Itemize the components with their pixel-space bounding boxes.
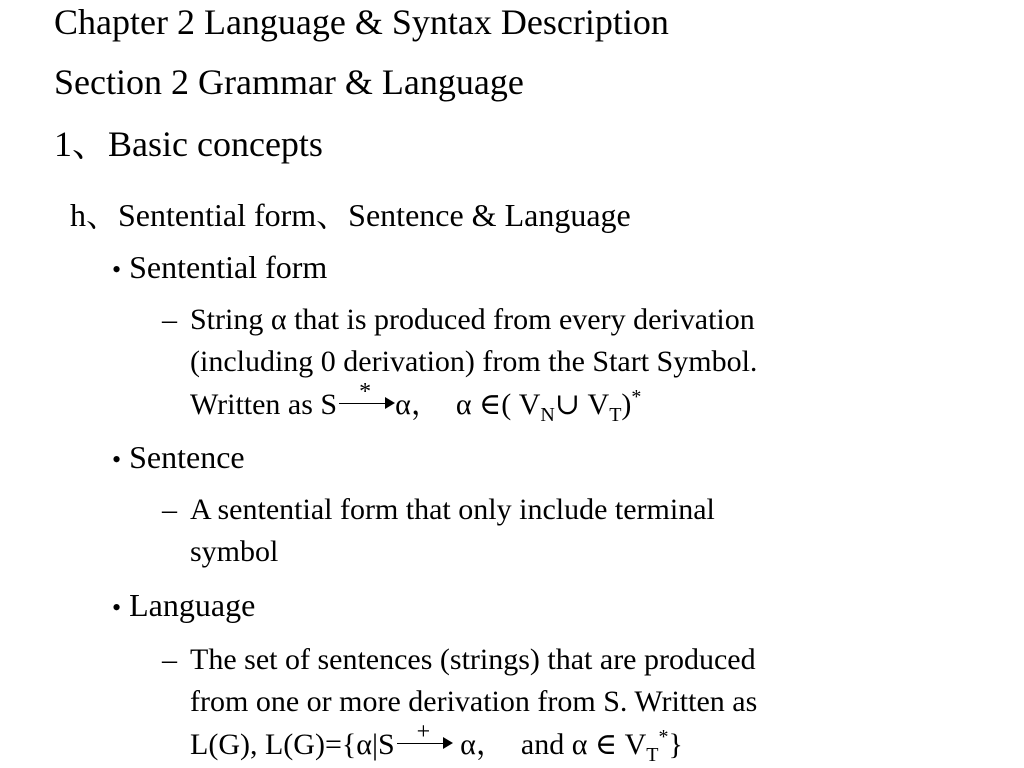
formula-close: }	[668, 728, 683, 761]
formula-v: V	[587, 388, 610, 421]
formula-star: *	[631, 386, 642, 408]
derivation-arrow-icon	[337, 379, 395, 414]
formula-star: *	[658, 726, 669, 748]
chapter-title: Chapter 2 Language & Syntax Description	[54, 2, 669, 42]
bullet-marker: •	[112, 593, 122, 622]
sentential-form-line2: (including 0 derivation) from the Start Symbol.	[190, 345, 758, 378]
topic-heading: h、Sentential form、Sentence & Language	[70, 197, 631, 233]
bullet-marker: •	[112, 255, 122, 284]
sentential-form-item	[162, 300, 177, 340]
formula-element-of: ∈( V	[479, 388, 541, 421]
language-item	[162, 640, 177, 680]
dash-marker: –	[162, 493, 177, 526]
sentence-line2: symbol	[190, 535, 279, 568]
sentential-form-formula	[190, 379, 642, 426]
formula-alpha2: α	[455, 388, 472, 421]
formula-sub-t: T	[646, 744, 659, 766]
language-line2: from one or more derivation from S. Written as	[190, 685, 758, 718]
bullet-language	[112, 586, 255, 627]
formula-alpha: α，	[460, 728, 506, 761]
formula-prefix: L(G), L(G)={α|S	[190, 728, 395, 761]
dash-marker: –	[162, 303, 177, 336]
sentential-form-line1: String α that is produced from every derivation	[190, 303, 755, 336]
bullet-title: Language	[129, 587, 256, 623]
language-formula	[190, 719, 683, 766]
bullet-sentence	[112, 438, 245, 479]
bullet-title: Sentence	[129, 439, 245, 475]
bullet-title: Sentential form	[129, 249, 328, 285]
bullet-sentential-form	[112, 248, 327, 289]
formula-union: ∪	[554, 388, 581, 421]
bullet-marker: •	[112, 445, 122, 474]
arrow-star-symbol: *	[359, 379, 372, 405]
sentence-line1: A sentential form that only include terminal	[190, 493, 715, 526]
formula-and: and α ∈ V	[520, 728, 647, 761]
dash-marker: –	[162, 643, 177, 676]
section-title: Section 2 Grammar & Language	[54, 62, 524, 102]
formula-prefix: Written as S	[190, 388, 338, 421]
derivation-arrow-icon	[395, 719, 453, 754]
formula-alpha: α，	[395, 388, 441, 421]
formula-sub-n: N	[540, 404, 555, 426]
formula-sub-t: T	[609, 404, 622, 426]
formula-close: )	[621, 388, 632, 421]
subsection-title: 1、Basic concepts	[54, 124, 323, 164]
arrow-plus-symbol: +	[416, 719, 431, 745]
language-line1: The set of sentences (strings) that are produced	[190, 643, 756, 676]
sentence-item	[162, 490, 177, 530]
